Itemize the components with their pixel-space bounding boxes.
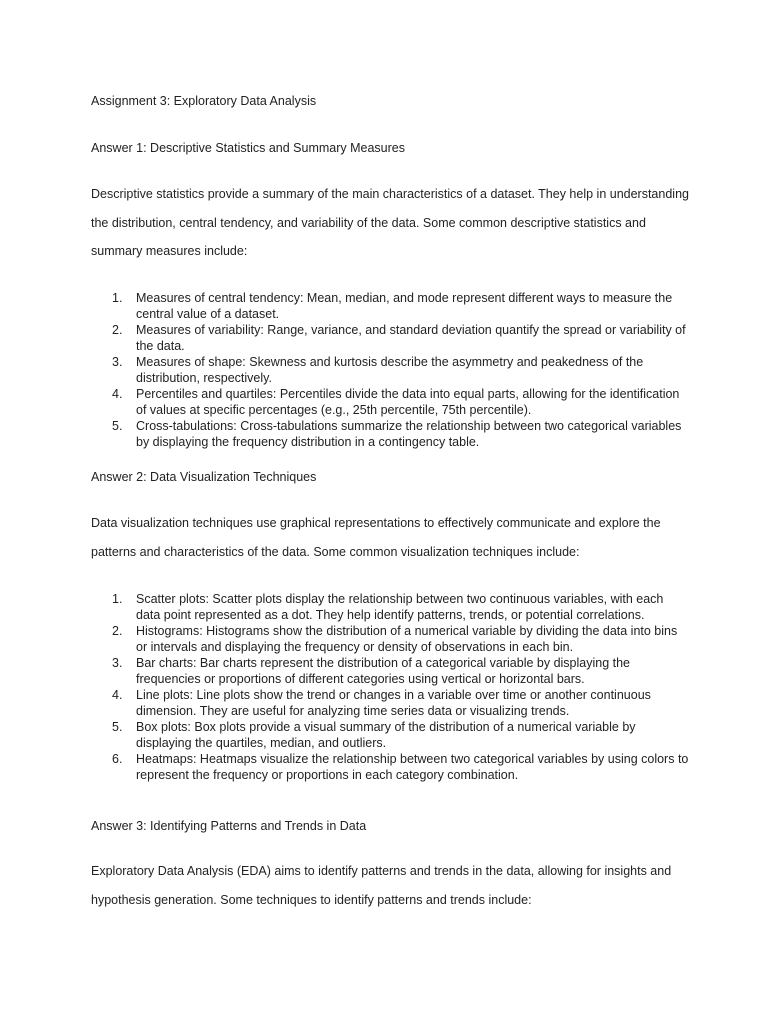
list-item	[91, 354, 691, 386]
list-item-number: 3.	[112, 656, 123, 670]
list-item-number: 6.	[112, 752, 123, 766]
list-item-text: Measures of shape: Skewness and kurtosis describe the asymmetry and peakedness of the distribution, respectively.	[136, 355, 644, 385]
list-item-text: Measures of central tendency: Mean, median, and mode represent different ways to measure the central value of a dataset.	[136, 291, 673, 321]
answer-1-heading: Answer 1: Descriptive Statistics and Summary Measures	[91, 141, 405, 155]
list-item-number: 1.	[112, 592, 123, 606]
list-item	[91, 290, 691, 322]
list-item-text: Percentiles and quartiles: Percentiles divide the data into equal parts, allowing for the identification of values at specific percentages (e.g., 25th percentile, 75th percentile).	[136, 387, 680, 417]
answer-2-heading: Answer 2: Data Visualization Techniques	[91, 470, 317, 484]
list-item-text: Measures of variability: Range, variance, and standard deviation quantify the spread or variability of the data.	[136, 323, 686, 353]
list-item	[91, 719, 691, 751]
list-item	[91, 687, 691, 719]
list-item-number: 4.	[112, 387, 123, 401]
list-item	[91, 591, 691, 623]
answer-1-list	[91, 290, 691, 450]
list-item-number: 3.	[112, 355, 123, 369]
answer-3-intro: Exploratory Data Analysis (EDA) aims to identify patterns and trends in the data, allowing for insights and hypothesis generation. Some techniques to identify patterns and trends include:	[91, 864, 672, 907]
list-item-number: 1.	[112, 291, 123, 305]
list-item-text: Heatmaps: Heatmaps visualize the relationship between two categorical variables by using colors to represent the frequency or proportions in each category combination.	[136, 752, 689, 782]
list-item-number: 5.	[112, 419, 123, 433]
answer-3-heading: Answer 3: Identifying Patterns and Trends in Data	[91, 819, 367, 833]
list-item-text: Cross-tabulations: Cross-tabulations summarize the relationship between two categorical variables by displaying the frequency distribution in a contingency table.	[136, 419, 682, 449]
list-item-text: Histograms: Histograms show the distribution of a numerical variable by dividing the data into bins or intervals and displaying the frequency or density of observations in each bin.	[136, 624, 678, 654]
list-item	[91, 322, 691, 354]
document-title: Assignment 3: Exploratory Data Analysis	[91, 94, 317, 108]
list-item-text: Box plots: Box plots provide a visual summary of the distribution of a numerical variable by displaying the quartiles, median, and outliers.	[136, 720, 636, 750]
list-item-text: Bar charts: Bar charts represent the distribution of a categorical variable by displaying the frequencies or proportions of different categories using vertical or horizontal bars.	[136, 656, 631, 686]
list-item	[91, 655, 691, 687]
list-item-text: Scatter plots: Scatter plots display the relationship between two continuous variables, with each data point represented as a dot. They help identify patterns, trends, or potential correlations.	[136, 592, 664, 622]
list-item-number: 2.	[112, 624, 123, 638]
list-item	[91, 386, 691, 418]
list-item	[91, 418, 691, 450]
list-item-number: 2.	[112, 323, 123, 337]
answer-1-intro: Descriptive statistics provide a summary of the main characteristics of a dataset. They help in understanding the distribution, central tendency, and variability of the data. Some common descriptive statistics and summary measures include:	[91, 187, 689, 258]
answer-2-list	[91, 591, 691, 783]
answer-2-intro: Data visualization techniques use graphical representations to effectively communicate and explore the patterns and characteristics of the data. Some common visualization techniques include:	[91, 516, 661, 559]
list-item-number: 5.	[112, 720, 123, 734]
list-item-number: 4.	[112, 688, 123, 702]
list-item-text: Line plots: Line plots show the trend or changes in a variable over time or another continuous dimension. They are useful for analyzing time series data or visualizing trends.	[136, 688, 651, 718]
list-item	[91, 751, 691, 783]
list-item	[91, 623, 691, 655]
